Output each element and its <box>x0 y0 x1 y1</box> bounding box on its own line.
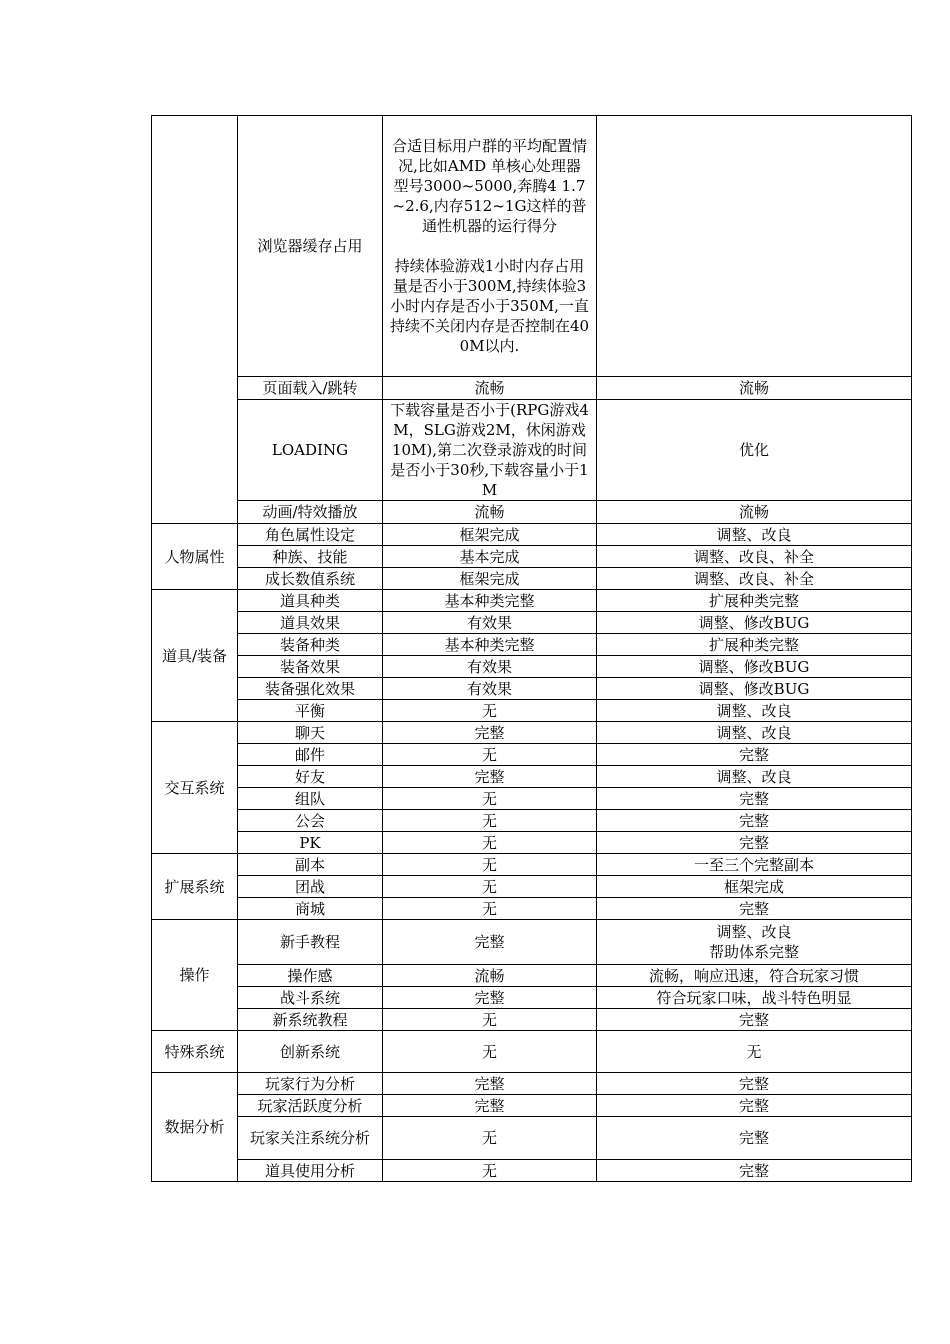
target-status-cell: 完整 <box>597 810 912 832</box>
table-row <box>152 1160 912 1182</box>
feature-cell: 装备效果 <box>238 656 383 678</box>
target-status-cell: 流畅 <box>597 501 912 524</box>
table-row <box>152 524 912 546</box>
table-row <box>152 876 912 898</box>
current-status-cell: 完整 <box>383 766 597 788</box>
category-cell <box>152 116 238 524</box>
current-status-cell: 流畅 <box>383 965 597 987</box>
feature-cell: 平衡 <box>238 700 383 722</box>
table-row <box>152 744 912 766</box>
feature-cell: 道具效果 <box>238 612 383 634</box>
table-row <box>152 501 912 524</box>
current-status-cell: 无 <box>383 1117 597 1160</box>
feature-cell: 好友 <box>238 766 383 788</box>
table-row <box>152 700 912 722</box>
current-status-cell: 无 <box>383 1009 597 1031</box>
target-status-cell: 调整、改良 <box>597 524 912 546</box>
target-status-cell: 完整 <box>597 1073 912 1095</box>
feature-cell: PK <box>238 832 383 854</box>
current-status-cell: 流畅 <box>383 501 597 524</box>
table-row <box>152 1031 912 1073</box>
target-status-cell: 调整、修改BUG <box>597 678 912 700</box>
feature-cell: 动画/特效播放 <box>238 501 383 524</box>
target-status-cell: 完整 <box>597 1095 912 1117</box>
feature-cell: 商城 <box>238 898 383 920</box>
feature-cell: 装备种类 <box>238 634 383 656</box>
target-status-cell: 调整、修改BUG <box>597 612 912 634</box>
category-cell: 道具/装备 <box>152 590 238 722</box>
target-status-cell: 调整、改良 <box>597 700 912 722</box>
feature-cell: 新手教程 <box>238 920 383 965</box>
feature-cell: 创新系统 <box>238 1031 383 1073</box>
category-cell: 人物属性 <box>152 524 238 590</box>
target-status-cell: 完整 <box>597 1117 912 1160</box>
feature-cell: 成长数值系统 <box>238 568 383 590</box>
current-status-cell: 无 <box>383 898 597 920</box>
target-status-cell: 完整 <box>597 898 912 920</box>
table-row <box>152 810 912 832</box>
category-cell: 操作 <box>152 920 238 1031</box>
current-status-cell: 基本种类完整 <box>383 590 597 612</box>
table-row <box>152 1095 912 1117</box>
current-status-cell: 完整 <box>383 1073 597 1095</box>
target-status-cell: 扩展种类完整 <box>597 590 912 612</box>
current-status-cell: 完整 <box>383 987 597 1009</box>
feature-cell: 角色属性设定 <box>238 524 383 546</box>
current-status-cell: 有效果 <box>383 612 597 634</box>
current-status-cell: 完整 <box>383 920 597 965</box>
target-status-cell <box>597 920 912 965</box>
current-status-cell: 无 <box>383 854 597 876</box>
table-row <box>152 722 912 744</box>
table-row <box>152 656 912 678</box>
target-status-cell <box>597 116 912 377</box>
current-status-cell: 下载容量是否小于(RPG游戏4M，SLG游戏2M，休闲游戏10M),第二次登录游戏的时间是否小于30秒,下载容量小于1M <box>383 400 597 501</box>
current-status-paragraph: 合适目标用户群的平均配置情况,比如AMD 单核心处理器 型号3000~5000,奔腾4 1.7~2.6,内存512~1G这样的普通性机器的运行得分 <box>391 137 587 235</box>
current-status-cell: 完整 <box>383 1095 597 1117</box>
category-cell: 交互系统 <box>152 722 238 854</box>
table-row <box>152 1009 912 1031</box>
table-row <box>152 590 912 612</box>
feature-cell: 道具使用分析 <box>238 1160 383 1182</box>
current-status-cell: 无 <box>383 1160 597 1182</box>
target-status-cell: 一至三个完整副本 <box>597 854 912 876</box>
target-status-cell: 扩展种类完整 <box>597 634 912 656</box>
current-status-cell: 无 <box>383 700 597 722</box>
feature-cell: 新系统教程 <box>238 1009 383 1031</box>
target-status-cell: 优化 <box>597 400 912 501</box>
feature-cell: 组队 <box>238 788 383 810</box>
table-row <box>152 400 912 501</box>
category-cell: 特殊系统 <box>152 1031 238 1073</box>
current-status-cell: 无 <box>383 788 597 810</box>
current-status-cell: 框架完成 <box>383 568 597 590</box>
feature-cell: 玩家活跃度分析 <box>238 1095 383 1117</box>
feature-cell: 公会 <box>238 810 383 832</box>
target-status-cell: 调整、改良 <box>597 722 912 744</box>
table-row <box>152 832 912 854</box>
target-status-cell: 无 <box>597 1031 912 1073</box>
table-row <box>152 377 912 400</box>
table-row <box>152 678 912 700</box>
category-cell: 数据分析 <box>152 1073 238 1182</box>
feature-cell: 团战 <box>238 876 383 898</box>
feature-cell: 战斗系统 <box>238 987 383 1009</box>
target-status-cell: 流畅 <box>597 377 912 400</box>
target-status-cell: 流畅，响应迅速，符合玩家习惯 <box>597 965 912 987</box>
feature-cell: 操作感 <box>238 965 383 987</box>
table-row <box>152 854 912 876</box>
current-status-cell: 框架完成 <box>383 524 597 546</box>
target-status-cell: 符合玩家口味，战斗特色明显 <box>597 987 912 1009</box>
table-row <box>152 1117 912 1160</box>
table-row <box>152 612 912 634</box>
table-row <box>152 634 912 656</box>
current-status-cell: 基本完成 <box>383 546 597 568</box>
feature-cell: 聊天 <box>238 722 383 744</box>
current-status-cell: 无 <box>383 832 597 854</box>
current-status-cell: 有效果 <box>383 656 597 678</box>
feature-cell: 副本 <box>238 854 383 876</box>
feature-cell: 浏览器缓存占用 <box>238 116 383 377</box>
current-status-cell: 无 <box>383 1031 597 1073</box>
target-status-cell: 完整 <box>597 1009 912 1031</box>
spec-table <box>151 115 912 1182</box>
feature-cell: 页面载入/跳转 <box>238 377 383 400</box>
table-row <box>152 568 912 590</box>
feature-cell: 道具种类 <box>238 590 383 612</box>
target-status-cell: 框架完成 <box>597 876 912 898</box>
current-status-cell: 无 <box>383 876 597 898</box>
table-row <box>152 766 912 788</box>
target-status-cell: 完整 <box>597 744 912 766</box>
table-row <box>152 965 912 987</box>
current-status-cell: 无 <box>383 810 597 832</box>
target-status-line: 调整、改良 <box>716 923 792 941</box>
current-status-paragraph: 持续体验游戏1小时内存占用量是否小于300M,持续体验3小时内存是否小于350M,一直持续不关闭内存是否控制在400M以内. <box>389 257 590 355</box>
current-status-cell <box>383 116 597 377</box>
target-status-cell: 完整 <box>597 788 912 810</box>
current-status-cell: 无 <box>383 744 597 766</box>
feature-cell: LOADING <box>238 400 383 501</box>
table-row <box>152 788 912 810</box>
target-status-cell: 完整 <box>597 832 912 854</box>
feature-cell: 玩家行为分析 <box>238 1073 383 1095</box>
feature-cell: 邮件 <box>238 744 383 766</box>
target-status-line: 帮助体系完整 <box>708 943 799 961</box>
target-status-cell: 调整、改良、补全 <box>597 568 912 590</box>
current-status-cell: 基本种类完整 <box>383 634 597 656</box>
category-cell: 扩展系统 <box>152 854 238 920</box>
target-status-cell: 调整、改良、补全 <box>597 546 912 568</box>
feature-cell: 种族、技能 <box>238 546 383 568</box>
table-row <box>152 987 912 1009</box>
table-row <box>152 1073 912 1095</box>
table-row <box>152 546 912 568</box>
target-status-cell: 调整、改良 <box>597 766 912 788</box>
table-row <box>152 116 912 377</box>
target-status-cell: 调整、修改BUG <box>597 656 912 678</box>
target-status-cell: 完整 <box>597 1160 912 1182</box>
feature-cell: 装备强化效果 <box>238 678 383 700</box>
current-status-cell: 有效果 <box>383 678 597 700</box>
current-status-cell: 流畅 <box>383 377 597 400</box>
current-status-cell: 完整 <box>383 722 597 744</box>
table-row <box>152 920 912 965</box>
table-row <box>152 898 912 920</box>
feature-cell: 玩家关注系统分析 <box>238 1117 383 1160</box>
